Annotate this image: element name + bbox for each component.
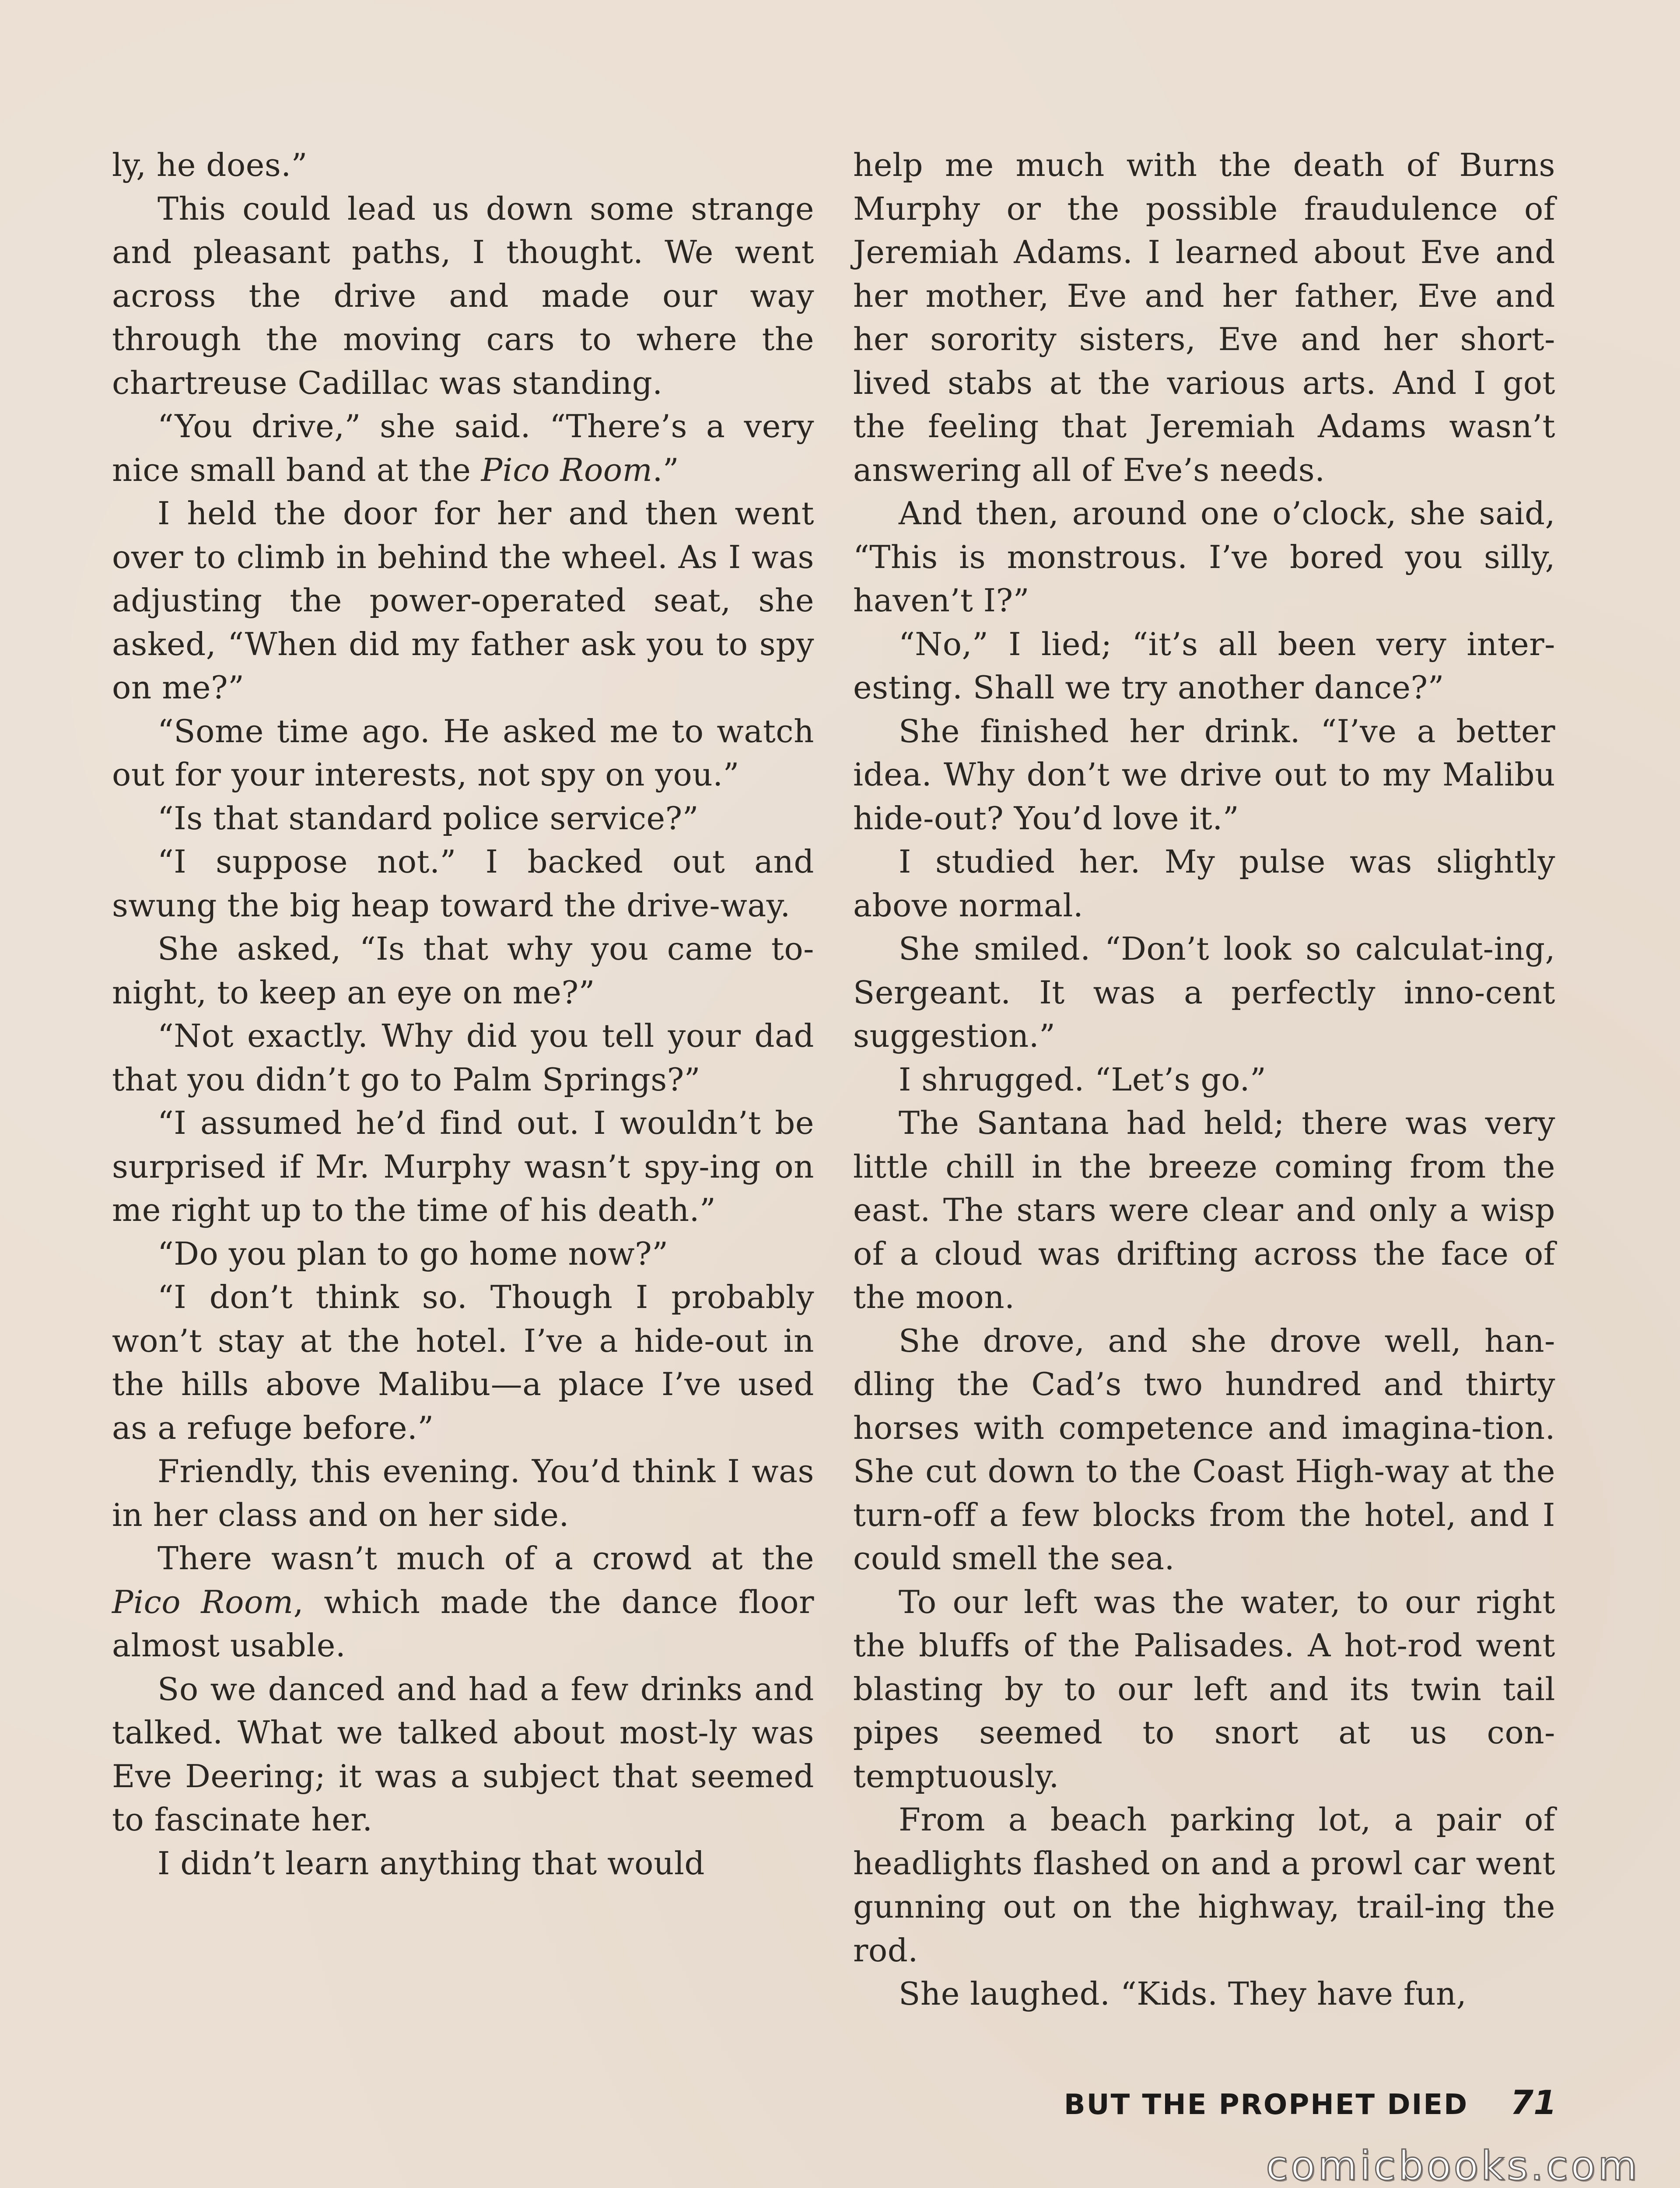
paragraph: “Not exactly. Why did you tell your dad that you didn’t go to Palm Springs?” bbox=[112, 1017, 814, 1098]
paragraph: “I assumed he’d find out. I wouldn’t be surprised if Mr. Murphy wasn’t spy-ing on me right up to the time of his death.” bbox=[112, 1105, 814, 1228]
paragraph: The Santana had held; there was very little chill in the breeze coming from the east. The stars were clear and only a wisp of a cloud was drifting across the face of the moon. bbox=[853, 1105, 1555, 1315]
site-watermark: comicbooks.com bbox=[1266, 2142, 1640, 2188]
paragraph: “No,” I lied; “it’s all been very inter-esting. Shall we try another dance?” bbox=[853, 625, 1555, 706]
page-number: 71 bbox=[1510, 2083, 1557, 2122]
paragraph: “I don’t think so. Though I probably won’t stay at the hotel. I’ve a hide-out in the hills above Malibu—a place I’ve used as a refuge before.” bbox=[112, 1279, 814, 1446]
paragraph: I studied her. My pulse was slightly above normal. bbox=[853, 843, 1555, 924]
paragraph: She asked, “Is that why you came to-night, to keep an eye on me?” bbox=[112, 930, 814, 1011]
paragraph: From a beach parking lot, a pair of headlights flashed on and a prowl car went gunning out on the highway, trail-ing the rod. bbox=[853, 1801, 1555, 1969]
paragraph: She smiled. “Don’t look so calculat-ing, Sergeant. It was a perfectly inno-cent suggestion.” bbox=[853, 930, 1555, 1054]
page-footer bbox=[1064, 2083, 1557, 2122]
left-text-column bbox=[112, 144, 814, 1885]
paragraph bbox=[112, 405, 814, 492]
paragraph: “Do you plan to go home now?” bbox=[158, 1235, 668, 1272]
paragraph: “I suppose not.” I backed out and swung the big heap toward the drive-way. bbox=[112, 843, 814, 924]
paragraph-text: There wasn’t much of a crowd at the bbox=[158, 1540, 814, 1577]
paragraph bbox=[112, 1537, 814, 1668]
paragraph: This could lead us down some strange and pleasant paths, I thought. We went across the drive and made our way through the moving cars to where the chartreuse Cadillac was standing. bbox=[112, 190, 814, 401]
italic-venue-name: Pico Room bbox=[481, 451, 653, 488]
paragraph-text: , which made the dance floor almost usable. bbox=[112, 1583, 815, 1664]
paragraph: She laughed. “Kids. They have fun, bbox=[899, 1975, 1467, 2012]
paragraph: And then, around one o’clock, she said, “This is monstrous. I’ve bored you silly, haven’t I?” bbox=[853, 495, 1555, 619]
paragraph: I shrugged. “Let’s go.” bbox=[899, 1061, 1267, 1098]
paragraph: I didn’t learn anything that would bbox=[158, 1844, 705, 1882]
paragraph: She drove, and she drove well, han-dling the Cad’s two hundred and thirty horses with competence and imagina-tion. She cut down to the Coast High-way at the turn-off a few blocks from the hotel, and I could smell the sea. bbox=[853, 1322, 1555, 1577]
italic-venue-name: Pico Room bbox=[112, 1583, 294, 1620]
paragraph: “Some time ago. He asked me to watch out for your interests, not spy on you.” bbox=[112, 712, 814, 793]
paragraph-text: .” bbox=[652, 451, 679, 488]
paragraph: help me much with the death of Burns Murphy or the possible fraudulence of Jeremiah Adams. I learned about Eve and her mother, Eve and her father, Eve and her sorority sisters, Eve and her short-lived stabs at the various arts. And I got the feeling that Jeremiah Adams wasn’t answering all of Eve’s needs. bbox=[853, 147, 1555, 488]
paragraph: I held the door for her and then went over to climb in behind the wheel. As I was adjusting the power-operated seat, she asked, “When did my father ask you to spy on me?” bbox=[112, 495, 814, 706]
paragraph: ly, he does.” bbox=[112, 147, 308, 183]
right-text-column bbox=[853, 144, 1555, 2016]
paragraph: To our left was the water, to our right the bluffs of the Palisades. A hot-rod went blasting by to our left and its twin tail pipes seemed to snort at us con-temptuously. bbox=[853, 1583, 1555, 1795]
paragraph: She finished her drink. “I’ve a better idea. Why don’t we drive out to my Malibu hide-out? You’d love it.” bbox=[853, 712, 1555, 837]
paragraph-text: “You drive,” she said. “There’s a very nice small band at the bbox=[112, 408, 814, 488]
paragraph: So we danced and had a few drinks and talked. What we talked about most-ly was Eve Deering; it was a subject that seemed to fascinate her. bbox=[112, 1670, 814, 1838]
running-head: BUT THE PROPHET DIED bbox=[1064, 2089, 1469, 2121]
paragraph: Friendly, this evening. You’d think I was in her class and on her side. bbox=[112, 1453, 814, 1533]
paragraph: “Is that standard police service?” bbox=[158, 799, 699, 837]
